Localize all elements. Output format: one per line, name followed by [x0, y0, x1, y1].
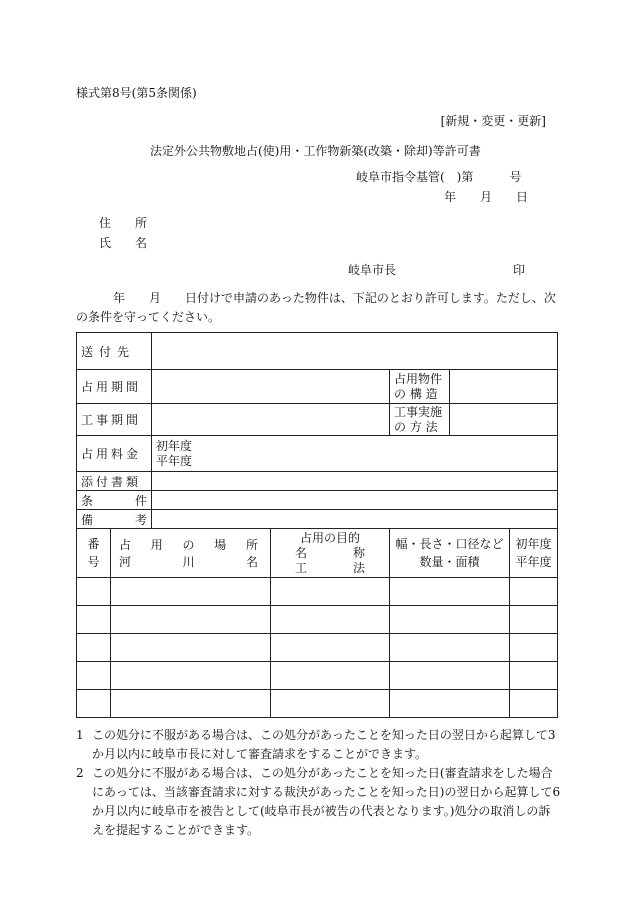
document-title: 法定外公共物敷地占(使)用・工作物新築(改築・除却)等許可書 [150, 144, 481, 158]
method-value [450, 404, 558, 436]
address-label: 住 所 [99, 216, 148, 230]
fee-value: 初年度 平年度 [152, 436, 558, 472]
seal-mark: 印 [513, 263, 526, 277]
note-1: 1 この処分に不服がある場合は、この処分があったことを知った日の翌日から起算して3か月以内に岐阜市長に対して審査請求をすることができます。 [76, 728, 556, 761]
conditions-label: 条 件 [77, 491, 152, 510]
form-number: 様式第8号(第5条関係) [76, 86, 197, 100]
conditions-value [152, 491, 558, 510]
body-text-line-2: の条件を守ってください。 [76, 310, 221, 324]
header-purpose: 占用の目的 名 称 工 法 [271, 529, 390, 578]
occupancy-period-value [152, 370, 390, 404]
header-place: 占 用 の 場 所 河 川 名 [111, 529, 271, 578]
header-year: 初年度 平年度 [510, 529, 558, 578]
occupancy-period-label: 占用期間 [77, 370, 152, 404]
table-row [77, 606, 558, 634]
body-text-line-1: 年 月 日付けで申請のあった物件は、下記のとおり許可します。ただし、次 [113, 291, 556, 305]
remarks-value [152, 510, 558, 529]
recipient-value [152, 333, 558, 370]
table-row [77, 690, 558, 718]
table-row [77, 662, 558, 690]
issue-date: 年 月 日 [444, 190, 529, 204]
category-label: [新規・変更・更新] [440, 114, 546, 128]
name-label: 氏 名 [99, 236, 148, 250]
table-row [77, 578, 558, 606]
remarks-label: 備 考 [77, 510, 152, 529]
table-row [77, 634, 558, 662]
construction-period-label: 工事期間 [77, 404, 152, 436]
attachments-value [152, 472, 558, 491]
structure-label: 占用物件 の 構 造 [390, 370, 450, 404]
recipient-label: 送付先 [77, 333, 152, 370]
structure-value [450, 370, 558, 404]
method-label: 工事実施 の 方 法 [390, 404, 450, 436]
note-2: 2 この処分に不服がある場合は、この処分があったことを知った日(審査請求をした場合にあっては、当該審査請求に対する裁決があったことを知った日)の翌日から起算して6か月以内に岐阜市を被告として(岐阜市長が被告の代表となります。)処分の取消しの訴えを提起することができます。 [76, 766, 561, 837]
reference-number: 岐阜市指令基管( )第 号 [356, 170, 522, 184]
issuer-name: 岐阜市長 [348, 263, 397, 277]
attachments-label: 添付書類 [77, 472, 152, 491]
header-size: 幅・長さ・口径など 数量・面積 [390, 529, 510, 578]
permit-table [76, 332, 558, 718]
header-number: 番 号 [77, 529, 111, 578]
construction-period-value [152, 404, 390, 436]
fee-label: 占用料金 [77, 436, 152, 472]
